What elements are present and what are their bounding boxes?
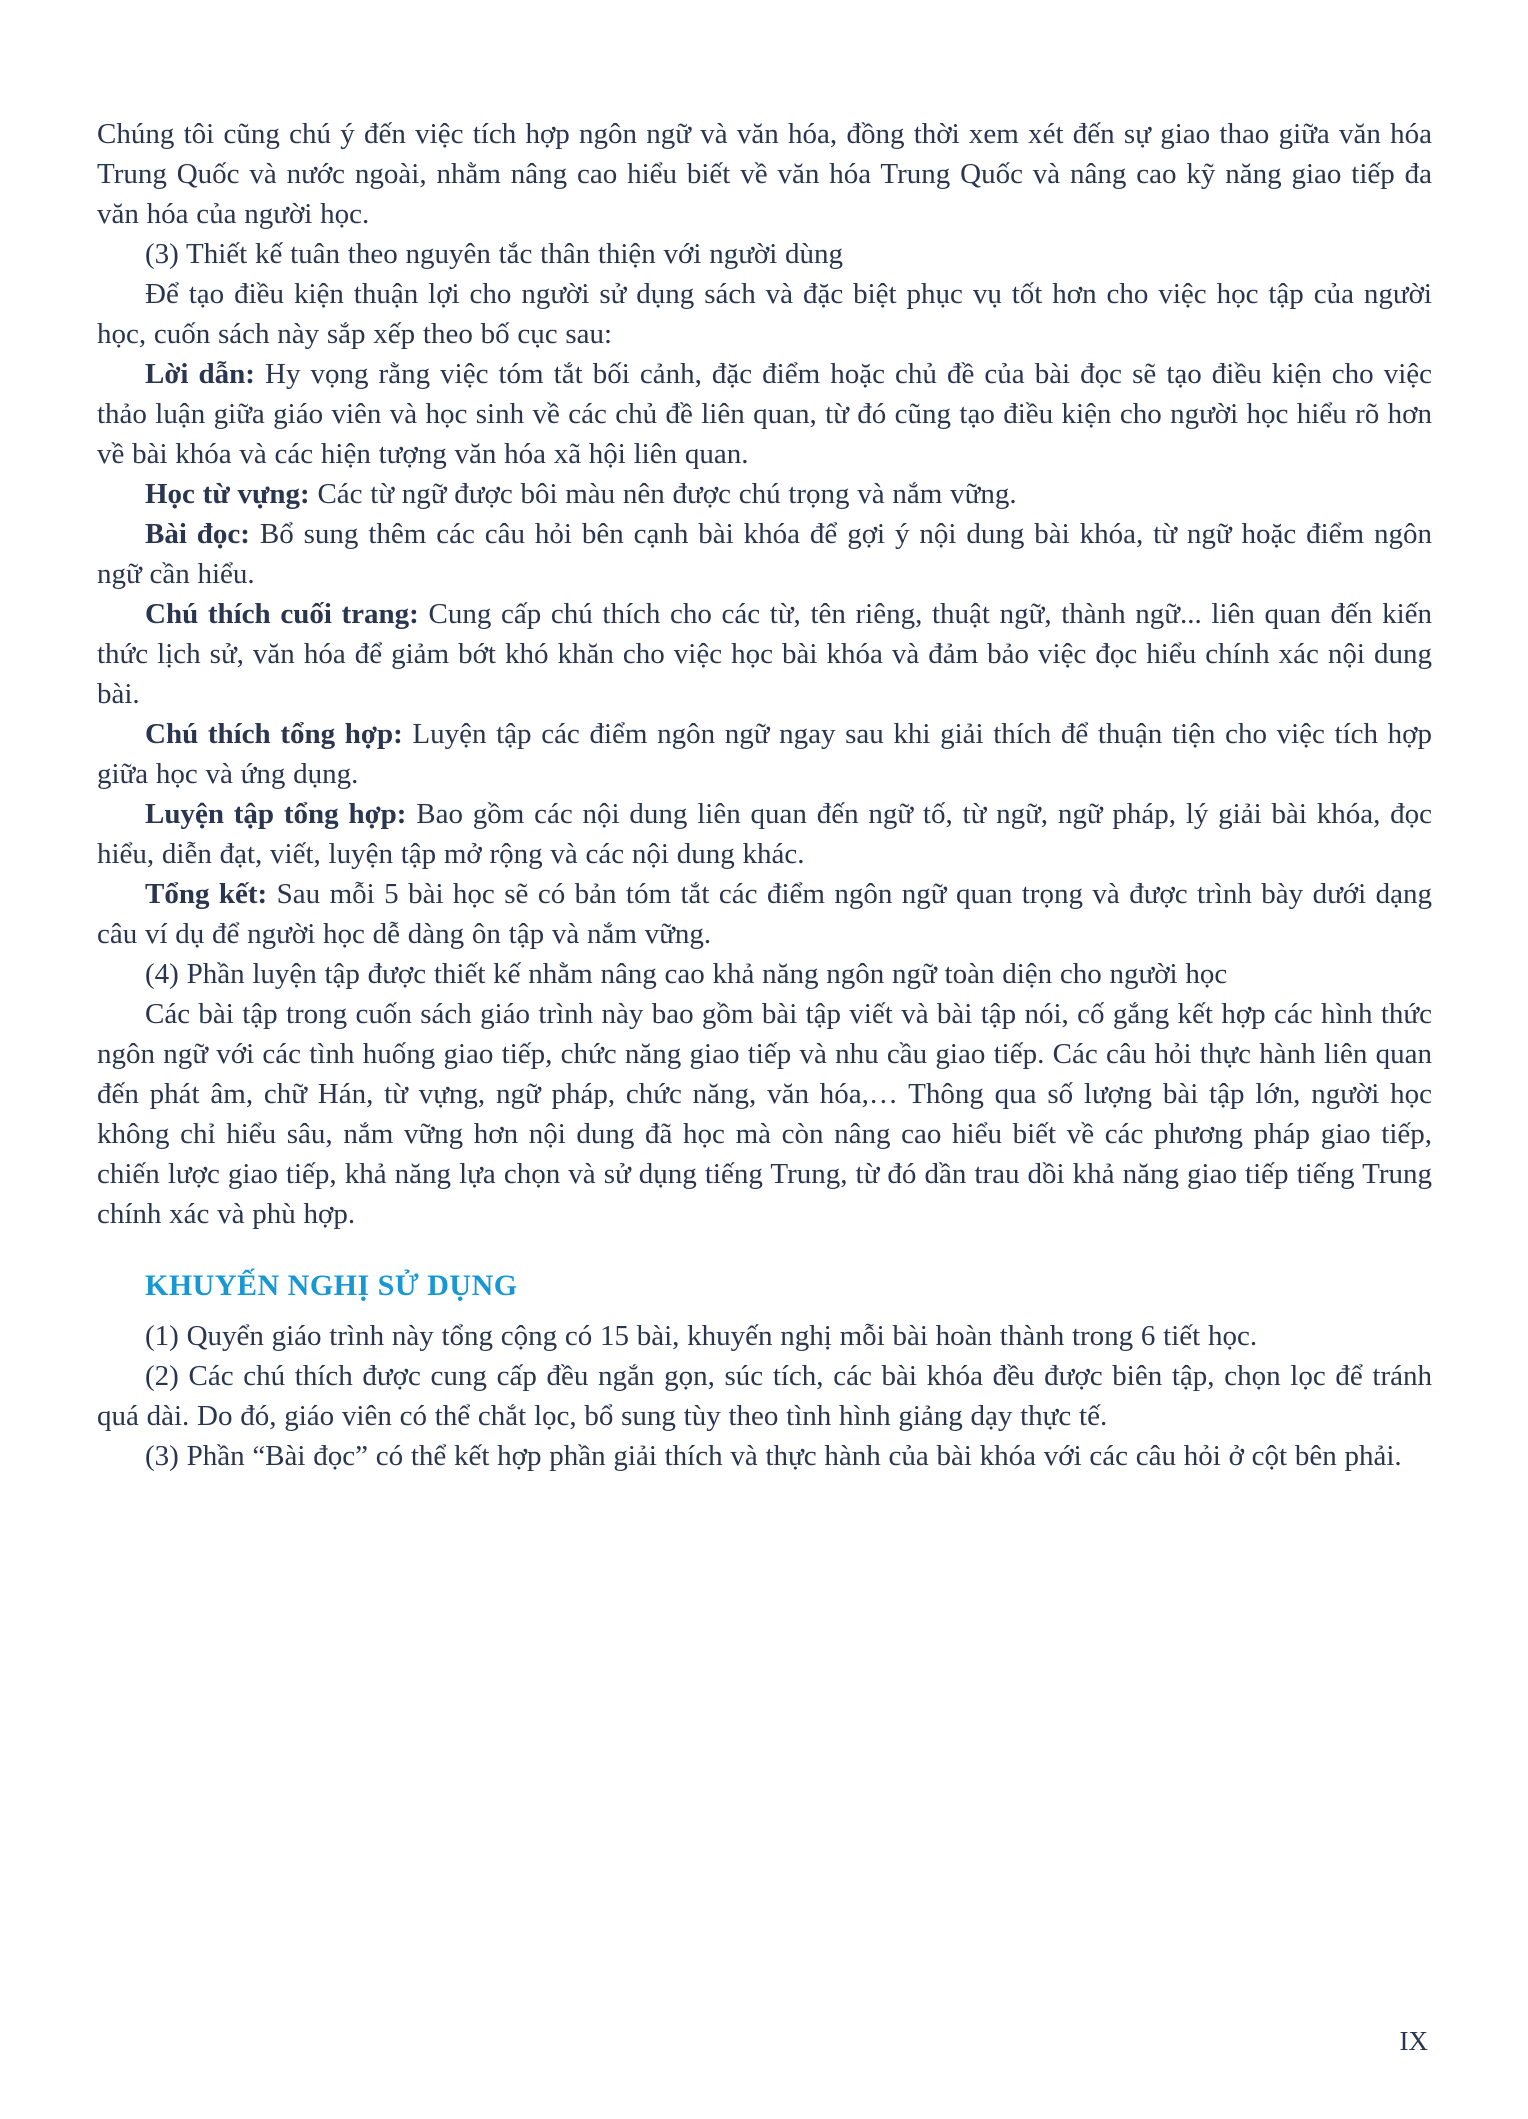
paragraph-text: Hy vọng rằng việc tóm tắt bối cảnh, đặc điểm hoặc chủ đề của bài đọc sẽ tạo điều kiện cho việc thảo luận giữa giáo viên và học sinh về các chủ đề liên quan, từ đó cũng tạo điều kiện cho người học hiểu rõ hơn về bài khóa và các hiện tượng văn hóa xã hội liên quan. [97,358,1433,470]
paragraph-lead: Bài đọc: [145,518,250,550]
paragraph [97,274,1432,354]
page-number: IX [1399,2026,1428,2056]
paragraph-text: Bổ sung thêm các câu hỏi bên cạnh bài khóa để gợi ý nội dung bài khóa, từ ngữ hoặc điểm ngôn ngữ cần hiểu. [97,518,1433,590]
paragraph-text: (4) Phần luyện tập được thiết kế nhằm nâng cao khả năng ngôn ngữ toàn diện cho người học [145,958,1228,990]
paragraph-text: Các từ ngữ được bôi màu nên được chú trọng và nắm vững. [317,478,1017,510]
paragraph [97,514,1432,594]
paragraph-text: Cung cấp chú thích cho các từ, tên riêng, thuật ngữ, thành ngữ... liên quan đến kiến thức lịch sử, văn hóa để giảm bớt khó khăn cho việc học bài khóa và đảm bảo việc đọc hiểu chính xác nội dung bài. [97,598,1433,710]
paragraph-text: Luyện tập các điểm ngôn ngữ ngay sau khi giải thích để thuận tiện cho việc tích hợp giữa học và ứng dụng. [97,718,1433,790]
paragraph [97,354,1432,474]
paragraph [97,114,1432,234]
paragraph [97,594,1432,714]
paragraph-text: Các bài tập trong cuốn sách giáo trình này bao gồm bài tập viết và bài tập nói, cố gắng kết hợp các hình thức ngôn ngữ với các tình huống giao tiếp, chức năng giao tiếp và nhu cầu giao tiếp. Các câu hỏi thực hành liên quan đến phát âm, chữ Hán, từ vựng, ngữ pháp, chức năng, văn hóa,… Thông qua số lượng bài tập lớn, người học không chỉ hiểu sâu, nắm vững hơn nội dung đã học mà còn nâng cao hiểu biết về các phương pháp giao tiếp, chiến lược giao tiếp, khả năng lựa chọn và sử dụng tiếng Trung, từ đó dần trau dồi khả năng giao tiếp tiếng Trung chính xác và phù hợp. [97,998,1432,1230]
paragraph-lead: Chú thích cuối trang: [145,598,419,630]
paragraph [97,874,1432,954]
paragraph-text: (3) Thiết kế tuân theo nguyên tắc thân thiện với người dùng [145,238,844,270]
paragraph [97,1316,1432,1356]
paragraph-text: (3) Phần “Bài đọc” có thể kết hợp phần giải thích và thực hành của bài khóa với các câu hỏi ở cột bên phải. [145,1440,1402,1472]
paragraph-lead: Tổng kết: [145,878,268,910]
paragraph-text: Bao gồm các nội dung liên quan đến ngữ tố, từ ngữ, ngữ pháp, lý giải bài khóa, đọc hiểu, diễn đạt, viết, luyện tập mở rộng và các nội dung khác. [97,798,1433,870]
paragraph-text: (2) Các chú thích được cung cấp đều ngắn gọn, súc tích, các bài khóa đều được biên tập, chọn lọc để tránh quá dài. Do đó, giáo viên có thể chắt lọc, bổ sung tùy theo tình hình giảng dạy thực tế. [97,1360,1432,1432]
paragraph [97,474,1432,514]
paragraph [97,794,1432,874]
page-body [97,114,1432,1476]
section-heading: KHUYẾN NGHỊ SỬ DỤNG [145,1269,518,1302]
paragraph-lead: Chú thích tổng hợp: [145,718,403,750]
paragraph [97,994,1432,1234]
paragraph-text: Chúng tôi cũng chú ý đến việc tích hợp ngôn ngữ và văn hóa, đồng thời xem xét đến sự giao thao giữa văn hóa Trung Quốc và nước ngoài, nhằm nâng cao hiểu biết về văn hóa Trung Quốc và nâng cao kỹ năng giao tiếp đa văn hóa của người học. [97,118,1432,230]
paragraph-text: Sau mỗi 5 bài học sẽ có bản tóm tắt các điểm ngôn ngữ quan trọng và được trình bày dưới dạng câu ví dụ để người học dễ dàng ôn tập và nắm vững. [97,878,1432,950]
paragraph-text: Để tạo điều kiện thuận lợi cho người sử dụng sách và đặc biệt phục vụ tốt hơn cho việc học tập của người học, cuốn sách này sắp xếp theo bố cục sau: [97,278,1432,350]
paragraph-lead: Lời dẫn: [145,358,255,390]
paragraph [97,954,1432,994]
paragraph-lead: Học từ vựng: [145,478,310,510]
paragraph-lead: Luyện tập tổng hợp: [145,798,407,830]
paragraph-text: (1) Quyển giáo trình này tổng cộng có 15 bài, khuyến nghị mỗi bài hoàn thành trong 6 tiết học. [145,1320,1258,1352]
paragraph [97,1356,1432,1436]
paragraph [97,714,1432,794]
paragraph [97,1436,1432,1476]
paragraph [97,234,1432,274]
